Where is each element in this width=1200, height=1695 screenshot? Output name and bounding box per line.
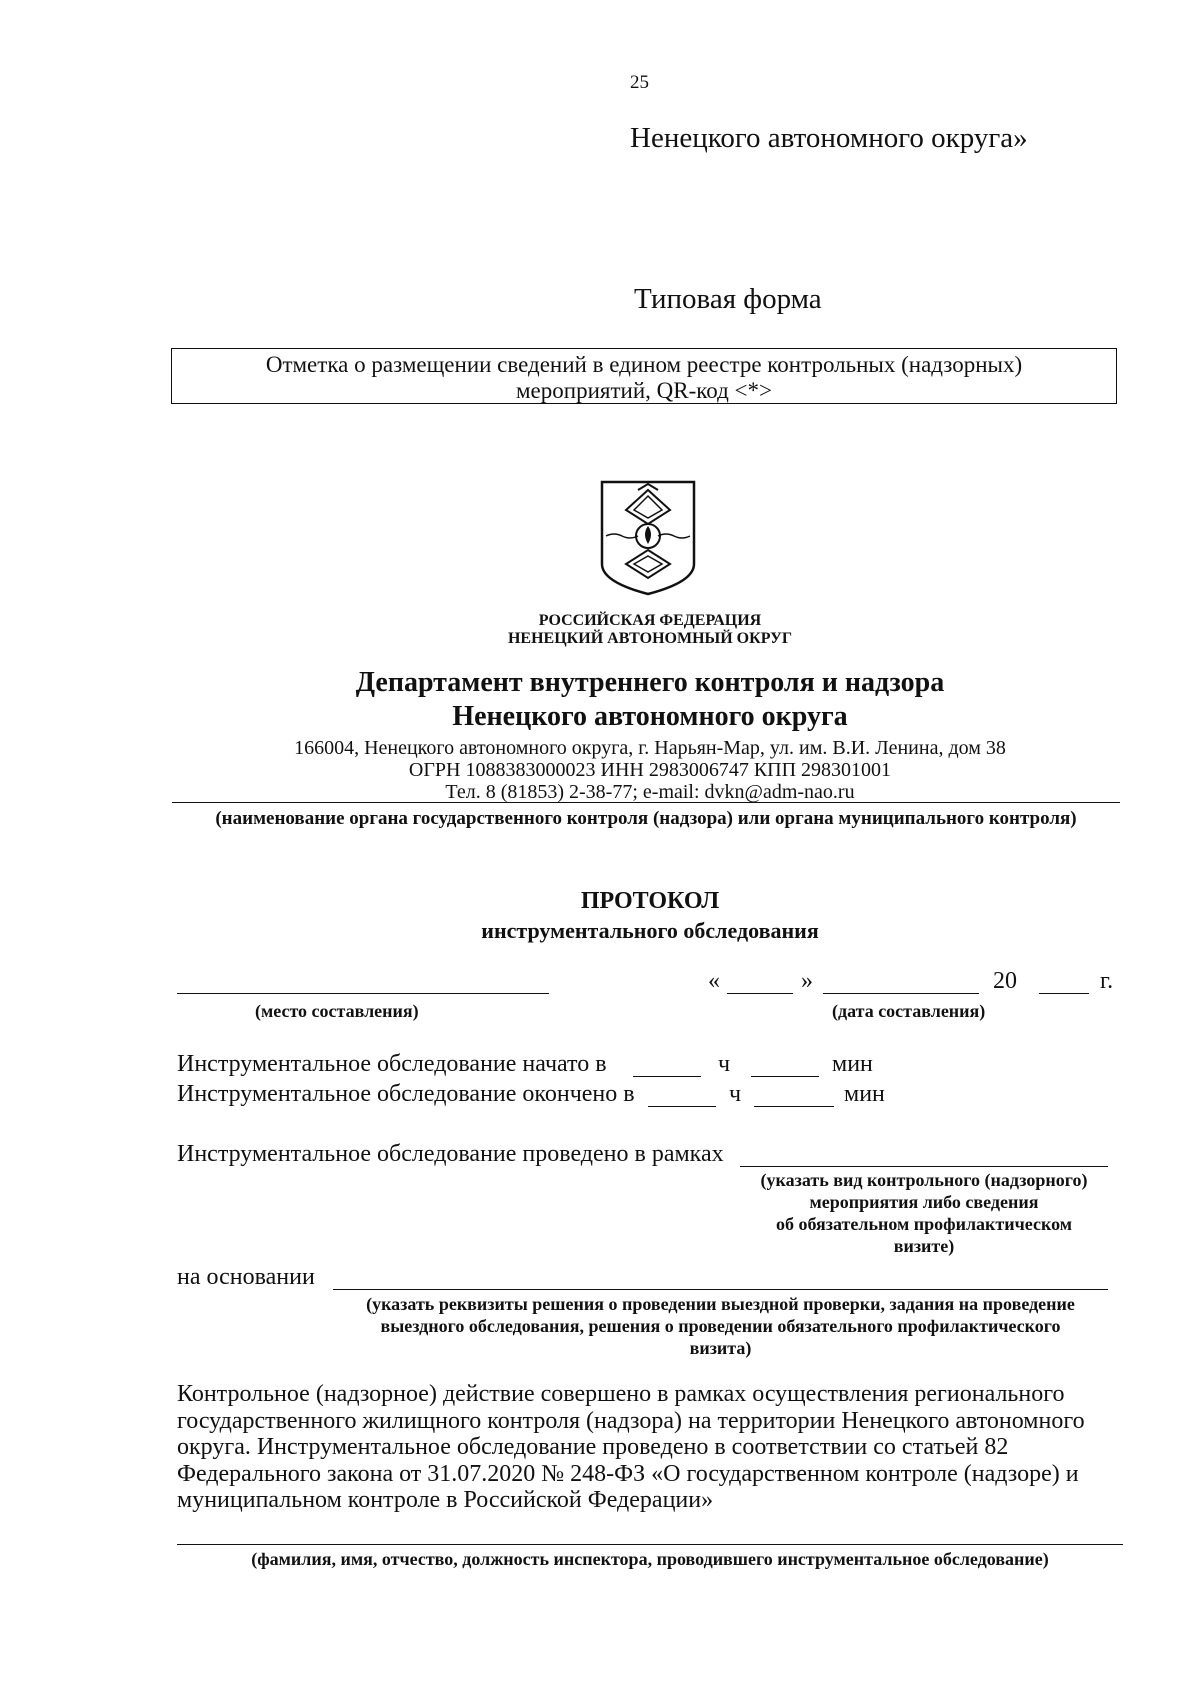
org-ids: ОГРН 1088383000023 ИНН 2983006747 КПП 298301001 bbox=[408, 759, 892, 781]
header-tail: Ненецкого автономного округа» bbox=[630, 122, 1028, 154]
framework-caption bbox=[740, 1169, 1108, 1257]
framework-caption-line: (указать вид контрольного (надзорного) bbox=[760, 1170, 1088, 1190]
org-region: НЕНЕЦКИЙ АВТОНОМНЫЙ ОКРУГ bbox=[507, 630, 793, 647]
start-hours-unit: ч bbox=[718, 1051, 731, 1077]
framework-label: Инструментальное обследование проведено в рамках bbox=[177, 1141, 724, 1167]
registry-box-line2: мероприятий, QR-код <*> bbox=[516, 378, 772, 403]
coat-of-arms-icon bbox=[598, 478, 698, 598]
day-field[interactable] bbox=[727, 993, 793, 994]
place-field[interactable] bbox=[177, 993, 549, 994]
inspector-caption: (фамилия, имя, отчество, должность инспектора, проводившего инструментальное обследование) bbox=[251, 1549, 1049, 1569]
org-name-line2: Ненецкого автономного округа bbox=[452, 701, 848, 732]
end-hours-unit: ч bbox=[729, 1081, 742, 1107]
org-contacts: Тел. 8 (81853) 2-38-77; e-mail: dvkn@adm-nao.ru bbox=[445, 781, 855, 803]
year-field[interactable] bbox=[1039, 993, 1089, 994]
start-minutes-unit: мин bbox=[832, 1051, 873, 1077]
started-label: Инструментальное обследование начато в bbox=[177, 1051, 607, 1077]
body-line: Федерального закона от 31.07.2020 № 248-ФЗ «О государственном контроле (надзоре) и bbox=[177, 1460, 1079, 1487]
start-minutes-field[interactable] bbox=[751, 1076, 819, 1077]
basis-caption-line: визита) bbox=[689, 1338, 752, 1358]
basis-caption-line: выездного обследования, решения о проведении обязательного профилактического bbox=[380, 1316, 1061, 1336]
org-caption: (наименование органа государственного контроля (надзора) или органа муниципального контроля) bbox=[215, 808, 1077, 829]
registry-box bbox=[171, 348, 1117, 404]
page-number: 25 bbox=[630, 72, 649, 93]
basis-field[interactable] bbox=[333, 1289, 1108, 1290]
month-field[interactable] bbox=[823, 993, 979, 994]
registry-box-line1: Отметка о размещении сведений в едином реестре контрольных (надзорных) bbox=[265, 352, 1023, 377]
framework-field[interactable] bbox=[740, 1166, 1108, 1167]
basis-caption-line: (указать реквизиты решения о проведении выездной проверки, задания на проведение bbox=[366, 1294, 1075, 1314]
place-caption: (место составления) bbox=[255, 1001, 419, 1021]
date-caption: (дата составления) bbox=[832, 1001, 986, 1021]
end-minutes-unit: мин bbox=[844, 1081, 885, 1107]
org-country: РОССИЙСКАЯ ФЕДЕРАЦИЯ bbox=[538, 612, 762, 629]
body-line: государственного жилищного контроля (надзора) на территории Ненецкого автономного bbox=[177, 1407, 1085, 1434]
form-type-label: Типовая форма bbox=[634, 283, 822, 315]
end-minutes-field[interactable] bbox=[754, 1106, 834, 1107]
inspector-field[interactable] bbox=[177, 1544, 1123, 1545]
org-underline bbox=[172, 802, 1120, 803]
framework-caption-line: об обязательном профилактическом bbox=[775, 1214, 1073, 1234]
end-hours-field[interactable] bbox=[648, 1106, 716, 1107]
protocol-title: ПРОТОКОЛ bbox=[580, 888, 720, 914]
org-address: 166004, Ненецкого автономного округа, г. Нарьян-Мар, ул. им. В.И. Ленина, дом 38 bbox=[294, 737, 1006, 759]
year-prefix: 20 bbox=[993, 968, 1017, 994]
quote-open: « bbox=[708, 968, 720, 994]
body-line: Контрольное (надзорное) действие совершено в рамках осуществления регионального bbox=[177, 1381, 1065, 1407]
body-paragraph bbox=[177, 1381, 1123, 1514]
body-line: округа. Инструментальное обследование проведено в соответствии со статьей 82 bbox=[177, 1434, 1009, 1460]
org-name-line1: Департамент внутреннего контроля и надзора bbox=[355, 667, 945, 698]
year-suffix: г. bbox=[1100, 968, 1114, 994]
body-line: муниципальном контроле в Российской Федерации» bbox=[177, 1487, 714, 1513]
start-hours-field[interactable] bbox=[633, 1076, 701, 1077]
framework-caption-line: визите) bbox=[893, 1236, 955, 1256]
quote-close: » bbox=[801, 968, 813, 994]
basis-caption bbox=[333, 1293, 1108, 1359]
ended-label: Инструментальное обследование окончено в bbox=[177, 1081, 635, 1107]
framework-caption-line: мероприятия либо сведения bbox=[809, 1192, 1039, 1212]
protocol-subtitle: инструментального обследования bbox=[481, 918, 819, 943]
basis-label: на основании bbox=[177, 1264, 315, 1290]
